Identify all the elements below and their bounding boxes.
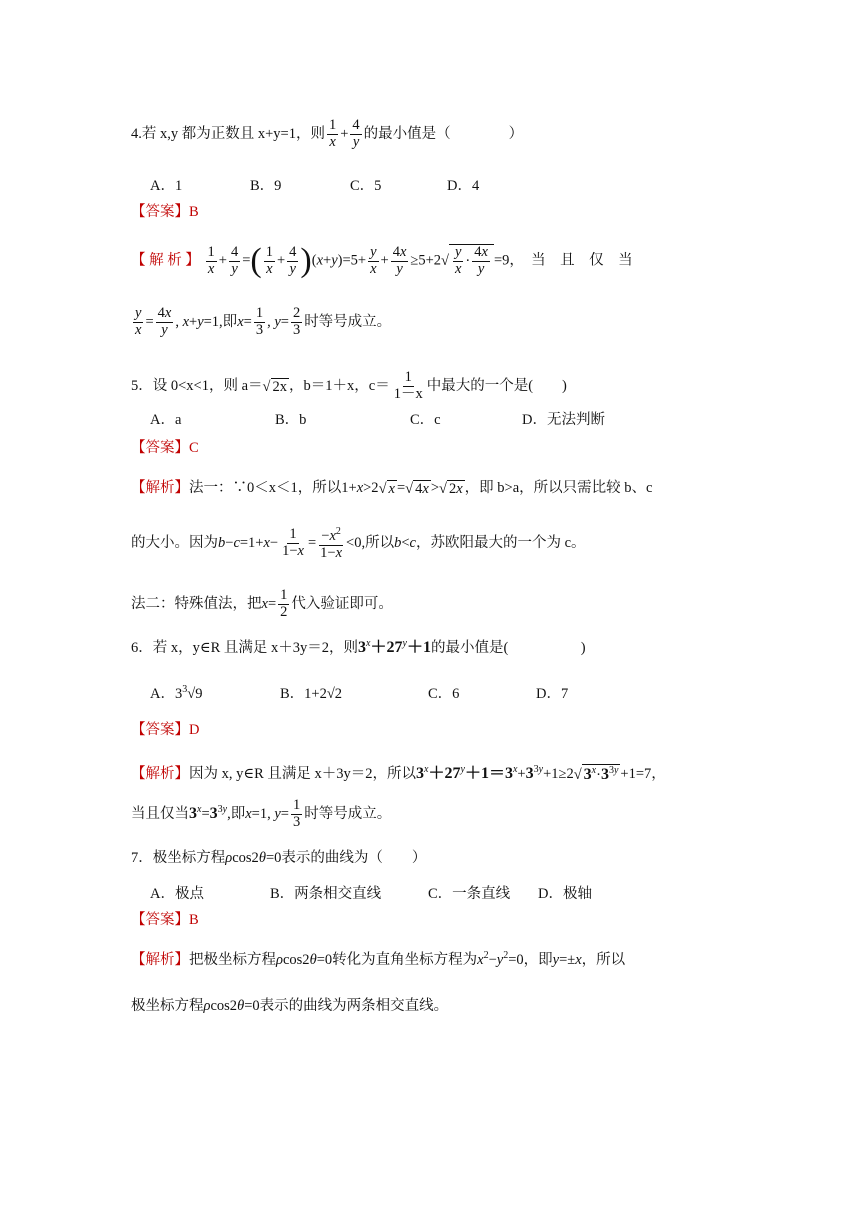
question-5-method-2: 法二：特殊值法，把x= $\frac{1}{2}$ 代入验证即可。	[131, 587, 393, 620]
question-5-answer: 【答案】C	[131, 440, 199, 456]
question-5-method-1: 【解析】法一：∵0＜x＜1，所以1+x>2√ x =√ 4x >√ 2x ，即 b>a，所以只需比较 b、c	[131, 480, 653, 497]
question-7-answer: 【答案】B	[131, 912, 199, 928]
question-6-stem: 6．若 x，y∈R 且满足 x＋3y＝2，则$3^x+27^y+1$的最小值是( )	[131, 638, 586, 656]
question-6-analysis: 【解析】因为 x, y∈R 且满足 x＋3y＝2，所以$3^x+27^y+1=3^x+3^{3y}+1\ge 2√$ $3^x\cdot 3^{3y} +1=7$，	[131, 764, 666, 784]
question-4-analysis: 【 解 析 】 $\frac{1}{x}$ + $\frac{4}{y}$ =( $\frac{1}{x}$ + $\frac{4}{y}$ )(x+y)=5+ $\frac{y}{x}$ + $\frac{4x}{y}$ ≥5+2√ $\frac{y}{x}$ · $\frac{4x}{y}$ =9， 当 且 仅 当	[131, 242, 633, 279]
question-7-analysis-line-2: 极坐标方程ρcos2θ=0表示的曲线为两条相交直线。	[131, 998, 449, 1014]
question-7-analysis: 【解析】把极坐标方程ρcos2θ=0转化为直角坐标方程为$x^2-y^2=0$，即y=±x，所以	[131, 950, 626, 968]
question-6-options: A．$3^3√9$ B．1+2√2 C．6 D．7	[150, 684, 569, 702]
question-5-stem: 5．设 0<x<1，则 a＝√ 2x ，b＝1＋x，c＝ $\frac{1}{1-x}$ 中最大的一个是( )	[131, 369, 567, 402]
question-4-answer: 【答案】B	[131, 204, 199, 220]
question-4-options: A．1 B．9 C．5 D．4	[150, 178, 480, 194]
question-5-method-1-line-2: 的大小。因为b−c=1+x− $\frac{1}{1-x}$ = $\frac{-x^2}{1-x}$ <0,所以b<c，苏欧阳最大的一个为 c。	[131, 526, 586, 561]
question-6-answer: 【答案】D	[131, 722, 200, 738]
question-4-condition: $\frac{y}{x}$ = $\frac{4x}{y}$ , x+y=1,即x= $\frac{1}{3}$ , y= $\frac{2}{3}$ 时等号成立。	[135, 305, 392, 338]
question-6-condition: 当且仅当$3^x=3^{3y}$,即x=1, y= $\frac{1}{3}$ 时等号成立。	[131, 797, 392, 830]
question-7-options: A．极点 B．两条相交直线 C．一条直线 D．极轴	[150, 886, 592, 902]
question-5-options: A．a B．b C．c D．无法判断	[150, 412, 605, 428]
question-4-stem: 4.若 x,y 都为正数且 x+y=1，则 $\frac{1}{x}$ + $\frac{4}{y}$ 的最小值是（ ）	[131, 117, 524, 150]
question-7-stem: 7．极坐标方程ρcos2θ=0表示的曲线为（ ）	[131, 850, 427, 866]
